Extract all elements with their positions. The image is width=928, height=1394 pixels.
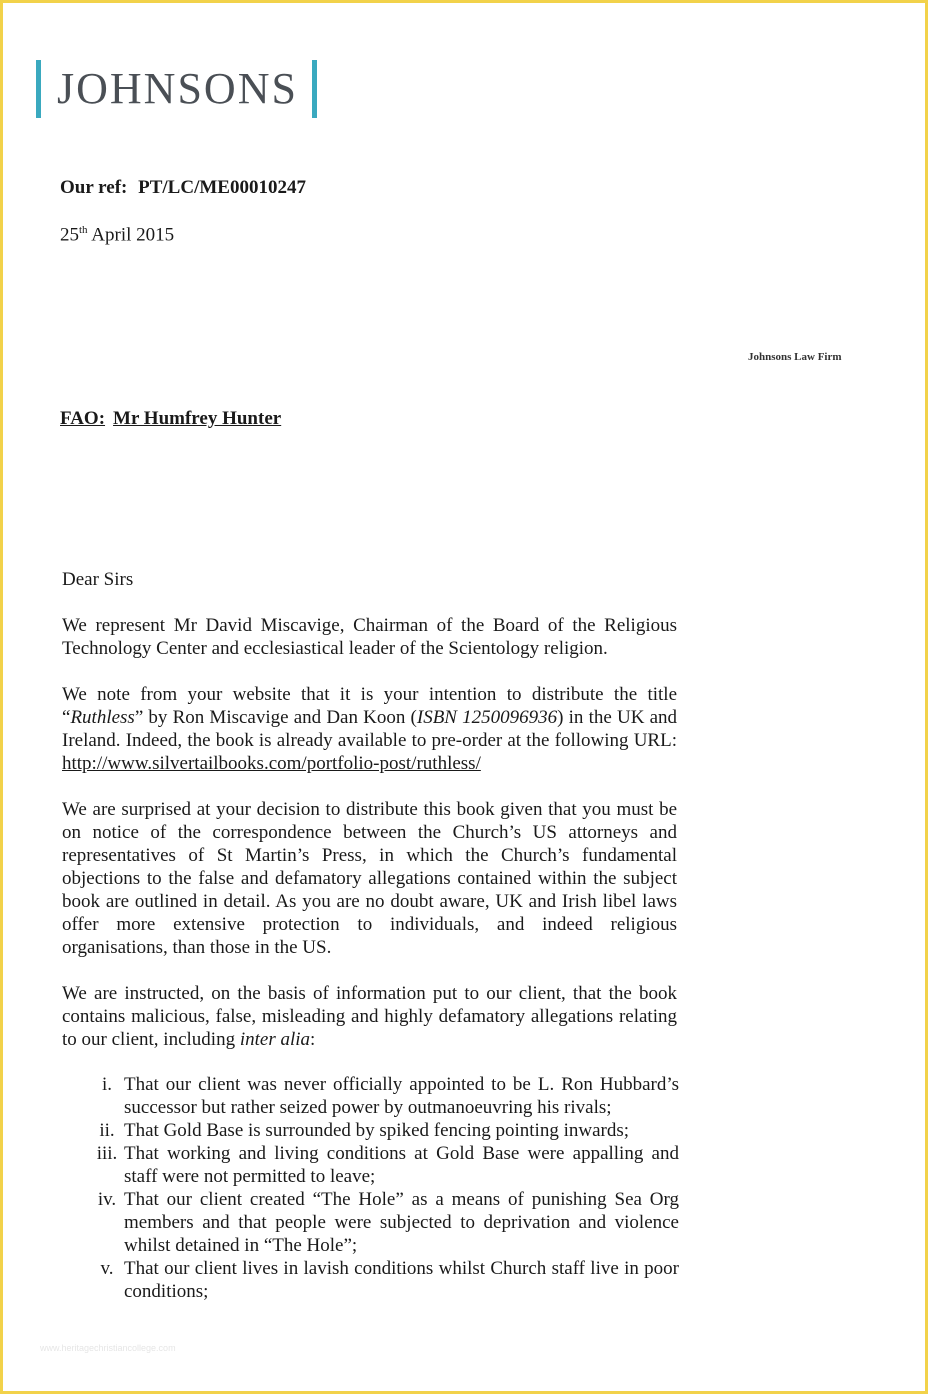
inter-alia: inter alia: [239, 1029, 311, 1050]
logo-text: JOHNSONS: [57, 64, 298, 113]
book-isbn: ISBN 1250096936: [416, 707, 558, 728]
logo-right-bar: [312, 60, 317, 118]
list-item-number: ii.: [99, 1120, 115, 1141]
fao-name: Mr Humfrey Hunter: [113, 408, 282, 429]
para4-text-b: :: [310, 1029, 316, 1050]
list-item-text: That working and living conditions at Gold Base were appalling and staff were not permitted to leave;: [124, 1143, 679, 1187]
date-day: 25: [60, 224, 79, 246]
watermark: www.heritagechristiancollege.com: [40, 1343, 176, 1353]
paragraph-correspondence: We are surprised at your decision to distribute this book given that you must be on notice of the correspondence between the Church’s US attorneys and representatives of St Martin’s Press, in which the Church’s fundamental objections to the false and defamatory allegations contained within the subject book are outlined in detail. As you are no doubt aware, UK and Irish libel laws offer more extensive protection to individuals, and indeed religious organisations, than those in the US.: [62, 799, 677, 958]
letter-date: [60, 224, 174, 246]
para2-text-a: We note from your website that it is your intention to distribute the title “: [62, 684, 677, 728]
list-item: [62, 1257, 679, 1303]
list-item: [62, 1119, 679, 1142]
list-item-number: iv.: [97, 1189, 117, 1210]
allegations-list: [62, 1073, 679, 1303]
our-reference: [60, 177, 306, 199]
list-item-text: That our client lives in lavish conditions whilst Church staff live in poor conditions;: [124, 1258, 679, 1302]
para2-text-b: ” by Ron Miscavige and Dan Koon (: [134, 707, 417, 728]
ref-value: PT/LC/ME00010247: [138, 177, 306, 198]
paragraph-representation: We represent Mr David Miscavige, Chairman of the Board of the Religious Technology Center and ecclesiastical leader of the Scientology religion.: [62, 615, 677, 659]
date-suffix: th: [79, 224, 88, 236]
list-item-text: That our client created “The Hole” as a means of punishing Sea Org members and that people were subjected to deprivation and violence whilst detained in “The Hole”;: [124, 1189, 679, 1256]
fao-line: [60, 408, 281, 430]
book-url-link[interactable]: http://www.silvertailbooks.com/portfolio-post/ruthless/: [62, 753, 481, 774]
paragraph-allegations-intro: [62, 982, 677, 1051]
list-item-number: i.: [101, 1074, 113, 1095]
list-item-number: v.: [100, 1258, 114, 1279]
list-item-text: That Gold Base is surrounded by spiked fencing pointing inwards;: [124, 1120, 630, 1141]
fao-label: FAO:: [60, 408, 106, 429]
firm-tag: Johnsons Law Firm: [748, 351, 842, 363]
list-item-text: That our client was never officially appointed to be L. Ron Hubbard’s successor but rather seized power by outmanoeuvring his rivals;: [124, 1074, 679, 1118]
list-item: [62, 1188, 679, 1257]
para2-text-c: ) in the UK and Ireland. Indeed, the book is already available to pre-order at the following URL:: [62, 707, 678, 751]
book-title: Ruthless: [70, 707, 135, 728]
list-item: [62, 1142, 679, 1188]
date-rest: April 2015: [87, 224, 175, 246]
list-item-number: iii.: [96, 1143, 118, 1164]
salutation: Dear Sirs: [62, 569, 134, 590]
para4-text-a: We are instructed, on the basis of information put to our client, that the book contains malicious, false, misleading and highly defamatory allegations relating to our client, including: [62, 983, 677, 1050]
list-item: [62, 1073, 679, 1119]
johnsons-logo: [36, 58, 317, 120]
ref-label: Our ref:: [60, 177, 128, 198]
paragraph-distribution: [62, 683, 677, 775]
